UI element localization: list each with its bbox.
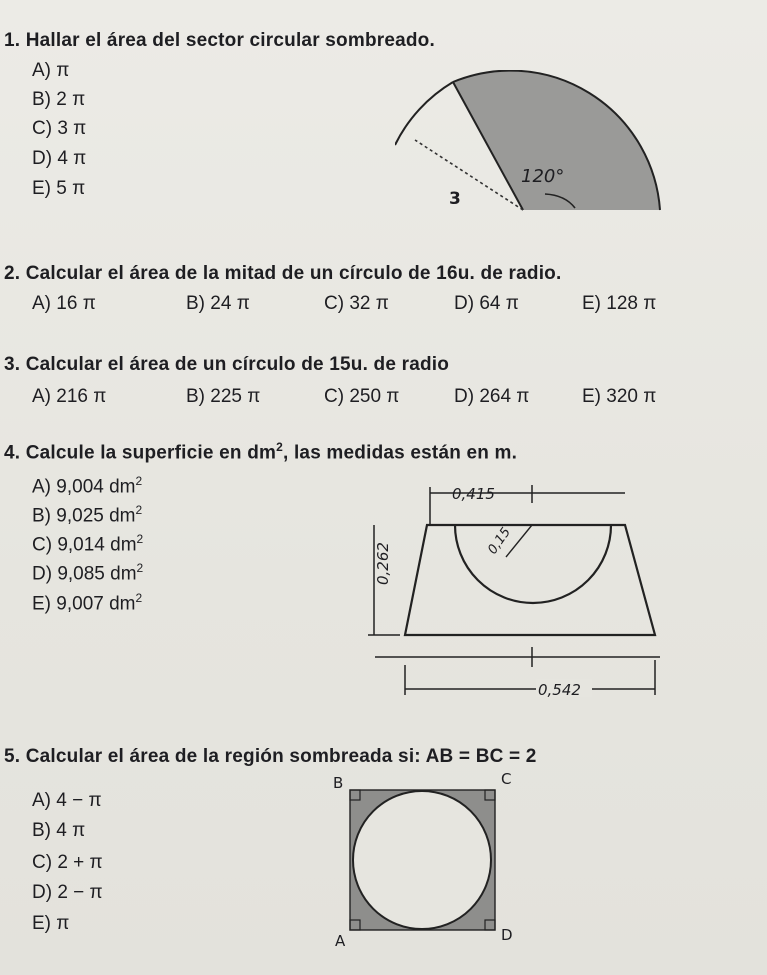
- q4-option-a[interactable]: [32, 474, 142, 498]
- q1-option-a[interactable]: A) π: [32, 60, 70, 81]
- q4-option-e[interactable]: [32, 591, 142, 615]
- q2-option-b[interactable]: B) 24 π: [186, 293, 250, 314]
- q3-options-row: [32, 386, 656, 408]
- q1-option-b[interactable]: B) 2 π: [32, 89, 86, 110]
- q5-option-c[interactable]: C) 2 + π: [32, 852, 103, 873]
- vertex-b-label: B: [333, 774, 344, 792]
- q2-option-c[interactable]: C) 32 π: [324, 293, 389, 314]
- radius-dim-label: 0,15: [485, 525, 515, 558]
- bottom-dim-label: 0,542: [538, 681, 581, 699]
- q1-option-d[interactable]: D) 4 π: [32, 148, 87, 169]
- q4-option-c-exp: 2: [136, 532, 144, 546]
- semicircle-radius: [506, 525, 532, 557]
- q1-option-c[interactable]: C) 3 π: [32, 118, 87, 139]
- sector-figure: [395, 70, 675, 220]
- q3-option-a[interactable]: A) 216 π: [32, 386, 107, 407]
- height-dim-label: 0,262: [374, 542, 392, 585]
- top-dim-label: 0,415: [452, 485, 495, 503]
- question-5-text: 5. Calcular el área de la región sombreada si: AB = BC = 2: [4, 746, 537, 767]
- q3-option-b[interactable]: B) 225 π: [186, 386, 261, 407]
- q5-option-d[interactable]: D) 2 − π: [32, 882, 103, 903]
- angle-label: 120°: [521, 166, 565, 187]
- q4-text-before: 4. Calcule la superficie en: [4, 442, 248, 464]
- q1-option-e[interactable]: E) 5 π: [32, 178, 86, 199]
- q4-option-a-exp: 2: [135, 474, 143, 488]
- question-3-text: 3. Calcular el área de un círculo de 15u. de radio: [4, 354, 450, 375]
- q4-option-a-label: A) 9,004 dm: [32, 476, 136, 498]
- square-circle-figure: [325, 770, 525, 950]
- vertex-d-label: D: [501, 926, 513, 944]
- q4-option-e-label: E) 9,007 dm: [32, 593, 136, 615]
- sector-arc-left: [395, 82, 453, 145]
- q4-text-after: , las medidas están en m.: [282, 442, 518, 464]
- q4-unit-exp: 2: [276, 440, 283, 454]
- q2-options-row: [32, 293, 656, 315]
- q2-option-a[interactable]: A) 16 π: [32, 293, 96, 314]
- vertex-c-label: C: [501, 770, 512, 788]
- q4-option-b-label: B) 9,025 dm: [32, 505, 136, 527]
- q4-option-e-exp: 2: [135, 591, 143, 605]
- q4-option-d-exp: 2: [136, 561, 144, 575]
- q4-option-d-label: D) 9,085 dm: [32, 563, 137, 585]
- q3-option-e[interactable]: E) 320 π: [582, 386, 657, 407]
- inscribed-circle: [353, 791, 491, 929]
- radius-label: 3: [449, 189, 461, 209]
- q4-option-b-exp: 2: [135, 503, 143, 517]
- q4-option-c-label: C) 9,014 dm: [32, 534, 137, 556]
- q5-option-e[interactable]: E) π: [32, 913, 70, 934]
- q4-option-c[interactable]: [32, 532, 143, 556]
- vertex-a-label: A: [335, 932, 346, 950]
- q4-option-d[interactable]: [32, 561, 143, 585]
- q4-unit: dm: [247, 442, 277, 464]
- question-1-text: 1. Hallar el área del sector circular sombreado.: [4, 30, 435, 51]
- q2-option-e[interactable]: E) 128 π: [582, 293, 657, 314]
- q3-option-d[interactable]: D) 264 π: [454, 386, 530, 407]
- q3-option-c[interactable]: C) 250 π: [324, 386, 400, 407]
- q5-option-b[interactable]: B) 4 π: [32, 820, 86, 841]
- q4-option-b[interactable]: [32, 503, 142, 527]
- question-4-text: [4, 440, 517, 464]
- semicircle: [455, 525, 611, 603]
- trapezoid-figure: [360, 475, 670, 705]
- trapezoid-outline: [405, 525, 655, 635]
- q2-option-d[interactable]: D) 64 π: [454, 293, 519, 314]
- q5-option-a[interactable]: A) 4 − π: [32, 790, 102, 811]
- question-2-text: 2. Calcular el área de la mitad de un círculo de 16u. de radio.: [4, 263, 562, 284]
